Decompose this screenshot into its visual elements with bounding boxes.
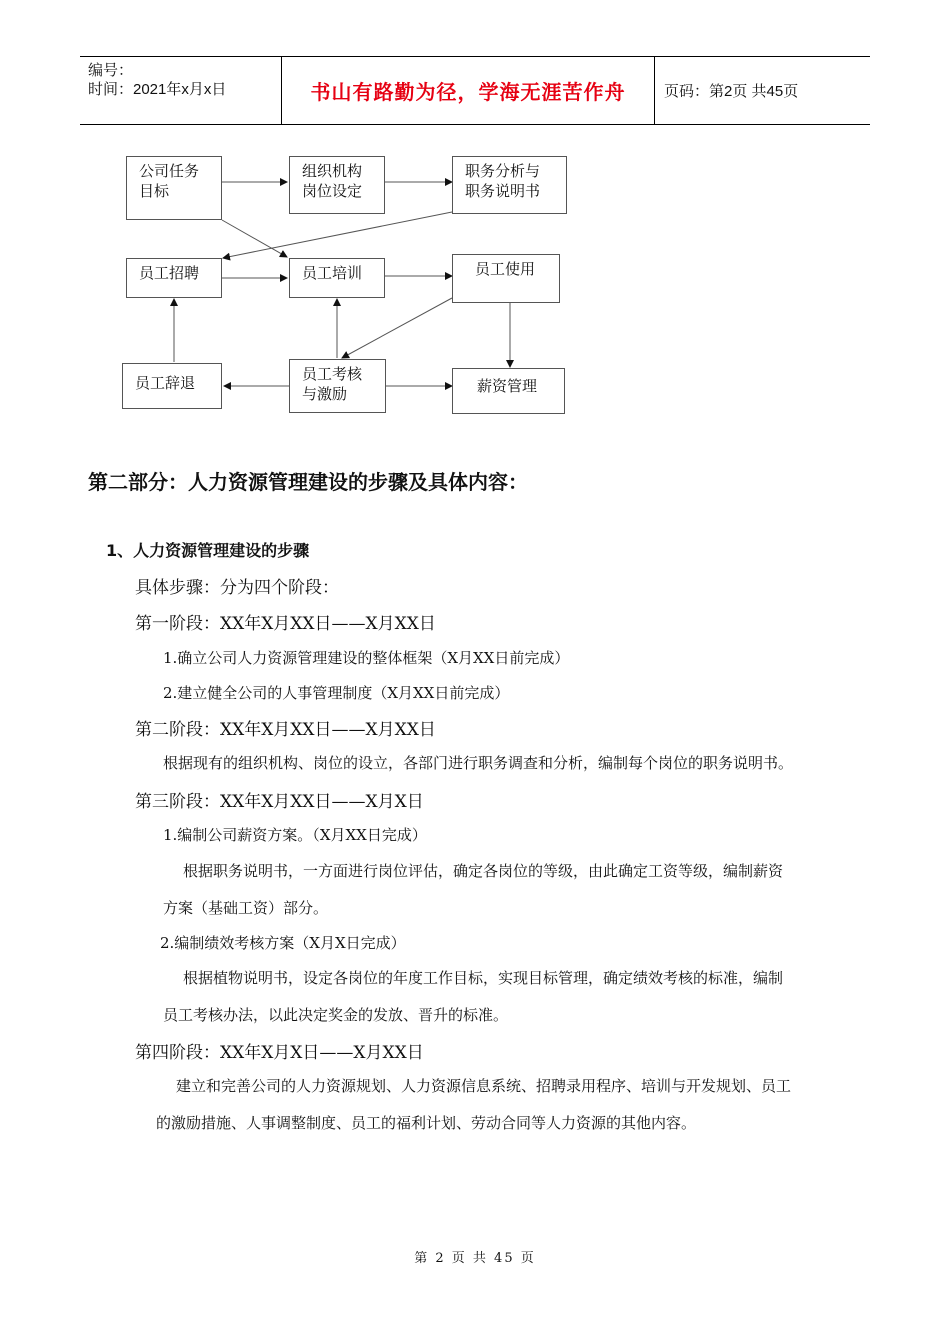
box-appraisal-line2: 与激励 (302, 385, 348, 403)
box-job-analysis (452, 156, 567, 214)
box-appraisal (289, 359, 386, 413)
stage2-text: 根据现有的组织机构、岗位的设立，各部门进行职务调查和分析，编制每个岗位的职务说明书。 (163, 754, 794, 772)
number-label: 编号： (88, 62, 134, 79)
time-label: 时间：2021年x月x日 (88, 81, 227, 98)
part-title: 第二部分：人力资源管理建设的步骤及具体内容： (88, 470, 528, 494)
stage1-heading: 第一阶段：XX年X月XX日——X月XX日 (135, 614, 436, 634)
box-appraisal-line1: 员工考核 (302, 365, 363, 383)
intro-text: 具体步骤：分为四个阶段： (135, 578, 339, 598)
box-recruit-label: 员工招聘 (139, 264, 200, 282)
box-dismissal (122, 363, 222, 409)
box-job-analysis-line1: 职务分析与 (465, 162, 541, 180)
stage2-heading: 第二阶段：XX年X月XX日——X月XX日 (135, 720, 436, 740)
arrow-use-to-appraisal (342, 298, 452, 358)
stage1-item2: 2.建立健全公司的人事管理制度（X月XX日前完成） (163, 684, 510, 702)
stage4-text-line1: 建立和完善公司的人力资源规划、人力资源信息系统、招聘录用程序、培训与开发规划、员工 (176, 1077, 792, 1095)
stage3-item2-text-line1: 根据植物说明书，设定各岗位的年度工作目标，实现目标管理，确定绩效考核的标准，编制 (183, 969, 784, 987)
stage4-heading: 第四阶段：XX年X月X日——X月XX日 (135, 1043, 424, 1063)
page-footer: 第 2 页 共 45 页 (414, 1251, 536, 1266)
stage3-item2-text-line2: 员工考核办法，以此决定奖金的发放、晋升的标准。 (163, 1006, 509, 1024)
arrow-analysis-to-recruit (223, 212, 452, 258)
box-org-positions-line2: 岗位设定 (302, 182, 363, 200)
box-salary (452, 368, 565, 414)
box-company-goals-line1: 公司任务 (139, 162, 200, 180)
stage3-heading: 第三阶段：XX年X月XX日——X月X日 (135, 792, 424, 812)
page-code: 页码：第2页 共45页 (664, 83, 799, 100)
stage3-item1-text-line1: 根据职务说明书，一方面进行岗位评估，确定各岗位的等级，由此确定工资等级，编制薪资 (183, 862, 784, 880)
box-dismissal-label: 员工辞退 (135, 374, 196, 392)
box-use (452, 254, 560, 303)
stage3-item1: 1.编制公司薪资方案。（X月XX日完成） (163, 826, 427, 844)
box-org-positions-line1: 组织机构 (302, 162, 363, 180)
box-org-positions (289, 156, 385, 214)
box-training-label: 员工培训 (302, 264, 363, 282)
box-job-analysis-line2: 职务说明书 (465, 182, 541, 200)
stage4-text-line2: 的激励措施、人事调整制度、员工的福利计划、劳动合同等人力资源的其他内容。 (156, 1114, 697, 1132)
stage3-item1-text-line2: 方案（基础工资）部分。 (163, 899, 329, 917)
box-training (289, 258, 385, 298)
stage1-item1: 1.确立公司人力资源管理建设的整体框架（X月XX日前完成） (163, 649, 570, 667)
box-company-goals-line2: 目标 (139, 182, 170, 200)
motto: 书山有路勤为径，学海无涯苦作舟 (310, 80, 626, 104)
box-company-goals (126, 156, 222, 220)
box-recruit (126, 258, 222, 298)
box-use-label: 员工使用 (475, 260, 536, 278)
hr-flow-diagram (0, 0, 950, 440)
stage3-item2: 2.编制绩效考核方案（X月X日完成） (160, 934, 406, 952)
section-title: 1、人力资源管理建设的步骤 (106, 541, 310, 560)
box-salary-label: 薪资管理 (477, 377, 538, 395)
